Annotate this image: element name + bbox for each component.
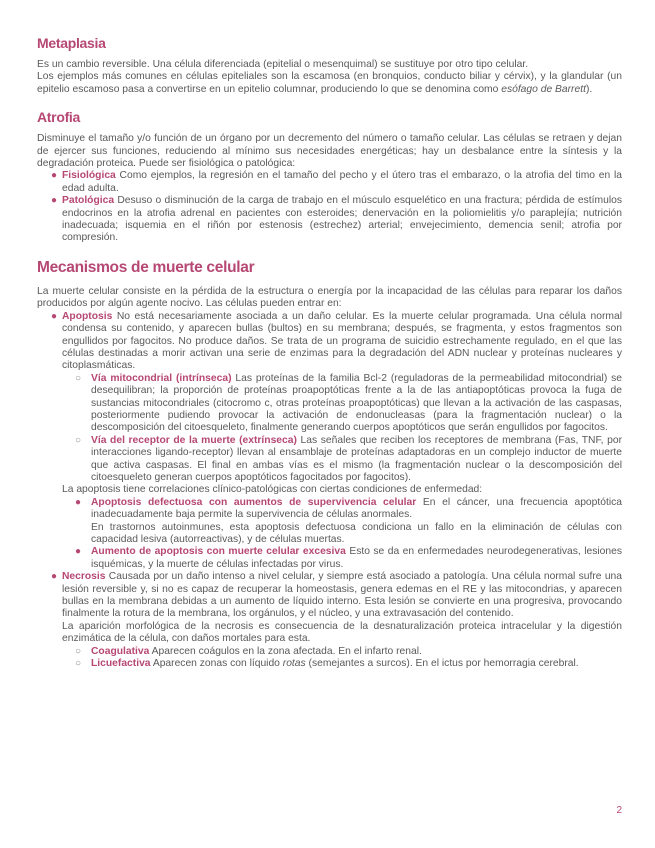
heading-atrofia: Atrofia	[37, 109, 81, 126]
circle-bullet-icon: ○	[75, 658, 82, 670]
metaplasia-definition: Es un cambio reversible. Una célula diferenciada (epitelial o mesenquimal) se sustituye por otro tipo celular.	[37, 59, 529, 70]
barrett-term: esófago de Barrett	[501, 83, 586, 95]
apoptosis-vias-list	[62, 373, 622, 485]
necrosis-list	[37, 571, 622, 645]
bullet-icon: ●	[75, 496, 82, 508]
list-item-coagulativa: ○ Coagulativa Aparecen coágulos en la zona afectada. En el infarto renal.	[75, 645, 422, 657]
necrosis-morfologia: La aparición morfológica de la necrosis es consecuencia de la desnaturalización proteica intracelular y la digestión enzimática de la célula, con daños mortales para esta.	[62, 620, 622, 645]
apoptosis-condiciones-list	[62, 497, 622, 571]
autoinmunes-text: En trastornos autoinmunes, esta apoptosis defectuosa condiciona un fallo en la eliminación de células con capacidad lesiva (autorreactivas), y de células muertas.	[91, 521, 622, 545]
document-page	[37, 34, 622, 670]
list-item-patologica: ● Patológica Desuso o disminución de la carga de trabajo en el músculo esquelético en una fractura; pérdida de estímulos endocrinos en la atrofia adrenal en pacientes con esteroides; denervación en la poliomielitis y/o paraplejía; nutrición inadecuada; isquemia en el riñón por estenosis (estrechez) arterial; envejecimiento, demencia senil; atrofia por compresión.	[51, 195, 622, 244]
metaplasia-examples: Los ejemplos más comunes en células epiteliales son la escamosa (en bronquios, conducto biliar y cérvix), y la glandular (un epitelio escamoso pasa a convertirse en un epitelio columnar, produciendo lo que se denomina como esófago de Barrett).	[37, 71, 622, 95]
necrosis-tipos-list	[62, 646, 622, 671]
list-item-apoptosis-defectuosa: ● Apoptosis defectuosa con aumentos de supervivencia celular En el cáncer, una frecuencia apoptótica inadecuadamente baja permite la supervivencia de células anormales. En trastornos autoinmunes, esta apoptosis defectuosa condiciona un fallo en la eliminación de células con capacidad lesiva (autorreactivas), y de células muertas.	[75, 496, 622, 545]
list-item-licuefactiva: ○ Licuefactiva Aparecen zonas con líquido rotas (semejantes a surcos). En el ictus por hemorragia cerebral.	[75, 658, 579, 670]
bullet-icon: ●	[51, 571, 58, 583]
bullet-icon: ●	[51, 170, 58, 182]
circle-bullet-icon: ○	[75, 372, 82, 384]
bullet-icon: ●	[75, 546, 82, 558]
apoptosis-correlaciones: La apoptosis tiene correlaciones clínico-patológicas con ciertas condiciones de enfermedad:	[62, 484, 483, 496]
atrofia-definition: Disminuye el tamaño y/o función de un órgano por un decremento del número o tamaño celular. Las células se retraen y dejan de ejercer sus funciones, reduciendo al mínimo sus necesidades energéticas; hay un desbalance entre la síntesis y la degradación proteica. Puede ser fisiológica o patológica:	[37, 133, 622, 170]
bullet-icon: ●	[51, 310, 58, 322]
page-number: 2	[616, 805, 622, 816]
heading-metaplasia: Metaplasia	[37, 35, 106, 51]
list-item-apoptosis: ● Apoptosis No está necesariamente asociada a un daño celular. Es la muerte celular programada. Una célula normal condensa su contenido, y aparecen bullas (bultos) en su membrana; después, se fragmenta, y estos fragmentos son engullidos por fagocitos. No produce daños. Se trata de un programa de suicidio estrechamente regulado, en el que las células destinadas a morir activan una serie de enzimas para la degradación del ADN nuclear y proteínas nucleares y citoplasmáticas.	[51, 310, 622, 372]
atrofia-list	[37, 170, 622, 244]
bullet-icon: ●	[51, 195, 58, 207]
list-item-via-intrinseca: ○ Vía mitocondrial (intrínseca) Las proteínas de la familia Bcl-2 (reguladoras de la permeabilidad mitocondrial) se desequilibran; la proporción de proteínas proapoptóticas frente a la de las antiapoptóticas provoca la fuga de sustancias mitocondriales (citocromo c, otras proteínas proapoptóticas) que llevan a la activación de las caspasas, posteriormente pudiendo provocar la activación de endonucleasas (para la fragmentación nuclear) o la descomposición del citoesqueleto, finalmente generando cuerpos apoptóticos que serán engullidos por fagocitos.	[75, 372, 622, 434]
list-item-fisiologica: ● Fisiológica Como ejemplos, la regresión en el tamaño del pecho y el útero tras el embarazo, o la atrofia del timo en la edad adulta.	[51, 170, 622, 194]
list-item-necrosis: ● Necrosis Causada por un daño intenso a nivel celular, y siempre está asociado a patología. Una célula normal sufre una lesión reversible y, si no es capaz de recuperar la homeostasis, genera edemas en el RE y las mitocondrias, y aparecen bullas en la membrana debidas a un aumento de líquido interno. Esta lesión se convierte en una progresiva, provocando finalmente la rotura de la membrana, los orgánulos, y el núcleo, y una extravasación del contenido. La aparición morfológica de la necrosis es consecuencia de la desnaturalización proteica intracelular y la digestión enzimática de la célula, con daños mortales para esta.	[51, 571, 622, 645]
list-item-apoptosis-excesiva: ● Aumento de apoptosis con muerte celular excesiva Esto se da en enfermedades neurodegenerativas, lesiones isquémicas, y la muerte de células infectadas por virus.	[75, 546, 623, 570]
circle-bullet-icon: ○	[75, 434, 82, 446]
mecanismos-list	[37, 311, 622, 373]
list-item-via-extrinseca: ○ Vía del receptor de la muerte (extrínseca) Las señales que reciben los receptores de membrana (Fas, TNF, por interacciones ligando-receptor) llevan al ensamblaje de proteínas adaptadoras en un complejo inductor de muerte que activa caspasas. El final en ambas vías es el mismo (la fragmentación nuclear o la descomposición del citoesqueleto generan cuerpos apoptóticos fagocitados por fagocitos).	[75, 434, 622, 483]
heading-mecanismos: Mecanismos de muerte celular	[37, 258, 255, 276]
circle-bullet-icon: ○	[75, 645, 82, 657]
mecanismos-intro: La muerte celular consiste en la pérdida de la estructura o energía por la incapacidad de las células para reparar los daños producidos por algún agente nocivo. Las células pueden entrar en:	[37, 285, 622, 310]
